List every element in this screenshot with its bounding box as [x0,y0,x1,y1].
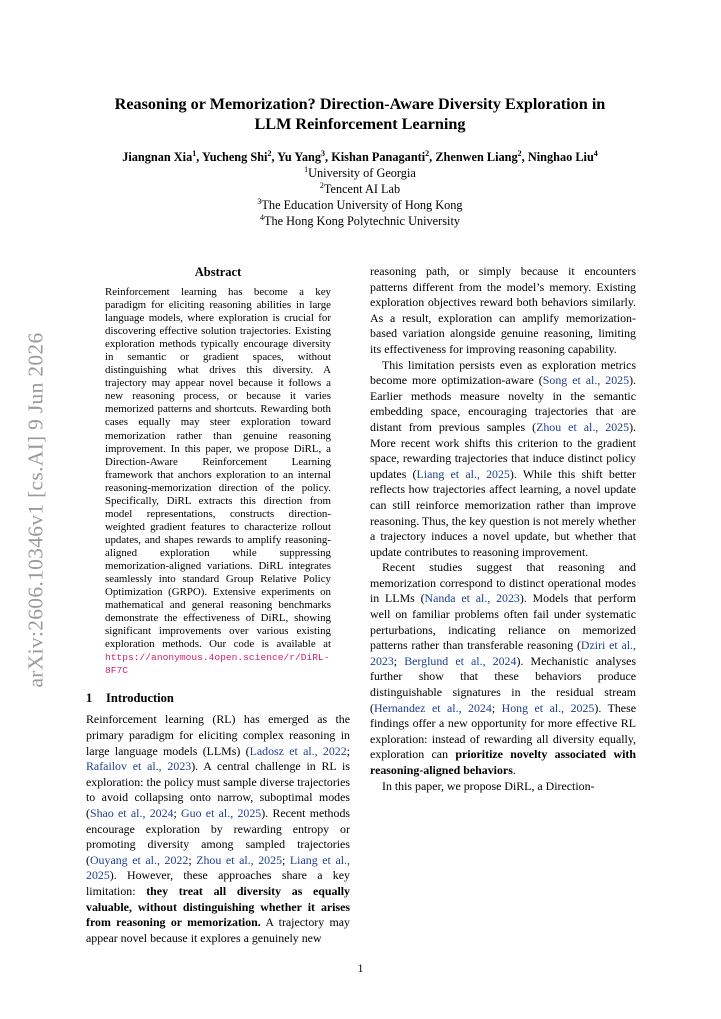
citation-link[interactable]: 2023 [167,759,192,774]
title-line-1: Reasoning or Memorization? Direction-Aware Diversity Exploration in [114,95,606,113]
citation-link[interactable]: Rafailov [86,759,127,774]
intro-paragraph-4: In this paper, we propose DiRL, a Direction- [382,778,595,793]
citation-link[interactable]: et [225,852,235,867]
citation-link[interactable]: et [289,743,298,758]
intro-paragraph-1-continued: reasoning path, or simply because it encounters patterns different from the model’s memory. Existing exploration objectives reward both behaviors similarly. As a result, exploration can amplify memorization-based variation alongside genuine reasoning, limiting its effectiveness for improving reasoning capability. [370,264,636,356]
author-name: Zhenwen Liang$^2$ [435,148,522,164]
citation-link[interactable]: Ouyang [89,852,128,867]
author-affiliation-mark: 4 [593,148,598,158]
arxiv-identifier: arXiv:2606.10346v1 [cs.AI] 9 Jun 2026 [23,332,48,688]
citation-link[interactable]: 2024 [149,805,174,820]
author-block [30,149,690,229]
citation-link[interactable]: et [132,759,142,774]
author-name: Ninghao Liu$^4$ [527,148,598,164]
intro-paragraph-1: Reinforcement learning (RL) has emerged as the primary paradigm for eliciting complex reasoning in large language models (LLMs) (Ladosz et al., 2022; Rafailov et al., 2023). A central challenge in RL is exploration: the policy must sample diverse trajectories to avoid collapsing onto narrow, suboptimal modes (Shao et al., 2024; Guo et al., 2025). Recent methods encourage exploration by rewarding entropy or promoting diversity among sampled trajectories (Ouyang et al., 2022; Zhou et al., 2025; Liang et al., 2025). However, these approaches share a key limitation: they treat all diversity as equally valuable, without distinguishing whether it arises from reasoning or memorization. A trajectory may appear novel because it explores a genuinely new [86,712,351,945]
author-affiliation-mark: 2 [425,148,430,158]
code-link[interactable]: https://anonymous.4open.science/r/DiRL-8F7C [105,652,330,677]
citation-link[interactable]: Liang [289,852,318,867]
author-affiliation-mark: 2 [267,148,272,158]
citation-link[interactable]: et [205,805,215,820]
section-number: 1 [86,691,93,706]
citation-link[interactable]: Dziri et al., 2023 [370,638,636,668]
citation-link[interactable]: Hong et al., 2025 [501,700,595,715]
emphasis-text: prioritize novelty associated with reasoning-aligned behaviors [370,747,636,777]
citation-link[interactable]: Ladosz [249,743,284,758]
paper-title [60,94,660,134]
affiliation: $^1$University of Georgia [304,164,416,180]
citation-link[interactable]: Berglund et al., 2024 [404,653,517,668]
emphasis-text: arises [320,899,351,914]
emphasis-text: reasoning [116,915,166,930]
citation-link[interactable]: Zhou [196,852,222,867]
affiliation: $^3$The Education University of Hong Kong [257,196,463,212]
citation-link[interactable]: 2025 [237,805,262,820]
emphasis-text [226,884,237,898]
right-column [370,264,636,794]
citation-link[interactable]: al., [335,852,350,867]
citation-link[interactable]: Liang et al., 2025 [416,466,510,481]
emphasis-text: all [213,883,227,898]
emphasis-text: it [307,899,315,914]
emphasis-text: or [170,915,182,930]
citation-link[interactable]: Hernandez et al., 2024 [373,700,492,715]
left-column [86,264,350,946]
citation-link[interactable]: al., [218,805,234,820]
author-affiliation-mark: 1 [192,148,197,158]
citation-link[interactable]: 2025 [258,852,283,867]
emphasis-text [203,884,214,898]
citation-link[interactable]: Zhou et al., 2025 [536,419,630,434]
affiliation-list [30,165,690,229]
emphasis-text: distinguishing [182,899,255,914]
citation-link[interactable]: al., [145,852,160,867]
page-number: 1 [357,963,364,975]
emphasis-text [302,884,313,898]
citation-link[interactable]: al., [239,852,254,867]
citation-link[interactable]: al., [303,743,318,758]
emphasis-text: as [291,883,303,898]
author-name: Yucheng Shi$^2$ [201,148,272,164]
author-affiliation-mark: 3 [321,148,326,158]
section-title: Introduction [106,691,174,706]
author-list: Jiangnan Xia$^1$, Yucheng Shi$^2$, Yu Yang$^3$, Kishan Panaganti$^2$, Zhenwen Liang$^2$, Ninghao Liu$^4$ [122,148,598,164]
author-affiliation-mark: 2 [517,148,522,158]
emphasis-text [168,884,179,898]
emphasis-text: memorization. [187,915,261,930]
author-name: Yu Yang$^3$ [277,148,326,164]
section-heading-introduction [86,690,350,706]
citation-link[interactable]: al., [147,759,162,774]
abstract-heading: Abstract [194,265,242,279]
citation-link[interactable]: et [118,805,127,820]
emphasis-text: diversity [236,883,282,898]
emphasis-text: valuable, [86,899,132,914]
citation-link[interactable]: Nanda et al., 2023 [424,591,520,606]
emphasis-text: equally [313,883,351,898]
author-name: Jiangnan Xia$^1$ [122,148,197,164]
affiliation: $^4$The Hong Kong Polytechnic University [259,212,461,228]
citation-link[interactable]: Shao [89,805,114,820]
emphasis-text: without [137,899,177,914]
citation-link[interactable]: et [322,852,331,867]
affiliation: $^2$Tencent AI Lab [319,180,401,196]
emphasis-text: from [86,915,111,930]
intro-paragraph-3: Recent studies suggest that reasoning and memorization correspond to distinct operational modes in LLMs (Nanda et al., 2023). Models that perform well on familiar problems often fail under systematic perturbations, indicating reliance on memorized patterns rather than transferable reasoning (Dziri et al., 2023; Berglund et al., 2024). Mechanistic analyses further show that these behaviors produce distinguishable signatures in the residual stream (Hernandez et al., 2024; Hong et al., 2025). These findings offer a new opportunity for more effective RL exploration: instead of rewarding all diversity equally, exploration can prioritize novelty associated with reasoning-aligned behaviors. [370,560,637,777]
emphasis-text: treat [178,883,203,898]
citation-link[interactable]: Guo [181,805,202,820]
citation-link[interactable]: 2022 [164,852,189,867]
citation-link[interactable]: 2022 [322,743,347,758]
abstract-text [105,286,331,677]
emphasis-text [281,884,292,898]
abstract-body: Reinforcement learning has become a key paradigm for eliciting reasoning abilities in large language models, where exploration is crucial for discovering effective solution trajectories. Existing exploration methods typically encourage diversity in semantic or gradient spaces, without distinguishing what drives this diversity. A trajectory may appear novel because it follows a new reasoning process, or because it varies memorized patterns and shortcuts. Rewarding both cases equally may steer exploration toward memorization rather than genuine reasoning improvement. In this paper, we propose DiRL, a Direction-Aware Reinforcement Learning framework that anchors exploration to an internal reasoning-memorization direction of the policy. Specifically, DiRL extracts this direction from model representations, constructs direction-weighted gradient features to characterize rollout updates, and shapes rewards to amplify reasoning-aligned exploration while suppressing memorization-aligned variations. DiRL integrates seamlessly into standard Group Relative Policy Optimization (GRPO). Extensive experiments on mathematical and general reasoning benchmarks demonstrate the effectiveness of DiRL, showing significant improvements over various existing exploration methods. Our code is available at [105,286,331,651]
citation-link[interactable]: al., [130,805,146,820]
emphasis-text: whether [260,899,302,914]
emphasis-text: they [146,883,169,898]
citation-link[interactable]: et [132,852,141,867]
citation-link[interactable]: 2025 [86,868,110,883]
title-line-2: LLM Reinforcement Learning [254,115,466,133]
citation-link[interactable]: Song et al., 2025 [542,373,630,388]
author-name: Kishan Panaganti$^2$ [331,148,430,164]
intro-paragraph-2: This limitation persists even as exploration metrics become more optimization-aware (Song et al., 2025). Earlier methods measure novelty in the semantic embedding space, encouraging trajectories that are distant from previous samples (Zhou et al., 2025). More recent work shifts this criterion to the gradient space, rewarding trajectories that induce distinct policy updates (Liang et al., 2025). While this shift better reflects how trajectories affect learning, a novel update can still reinforce memorization rather than improve reasoning. Thus, the key question is not merely whether a trajectory induces a novel update, but whether that update contributes to reasoning improvement. [370,357,636,559]
